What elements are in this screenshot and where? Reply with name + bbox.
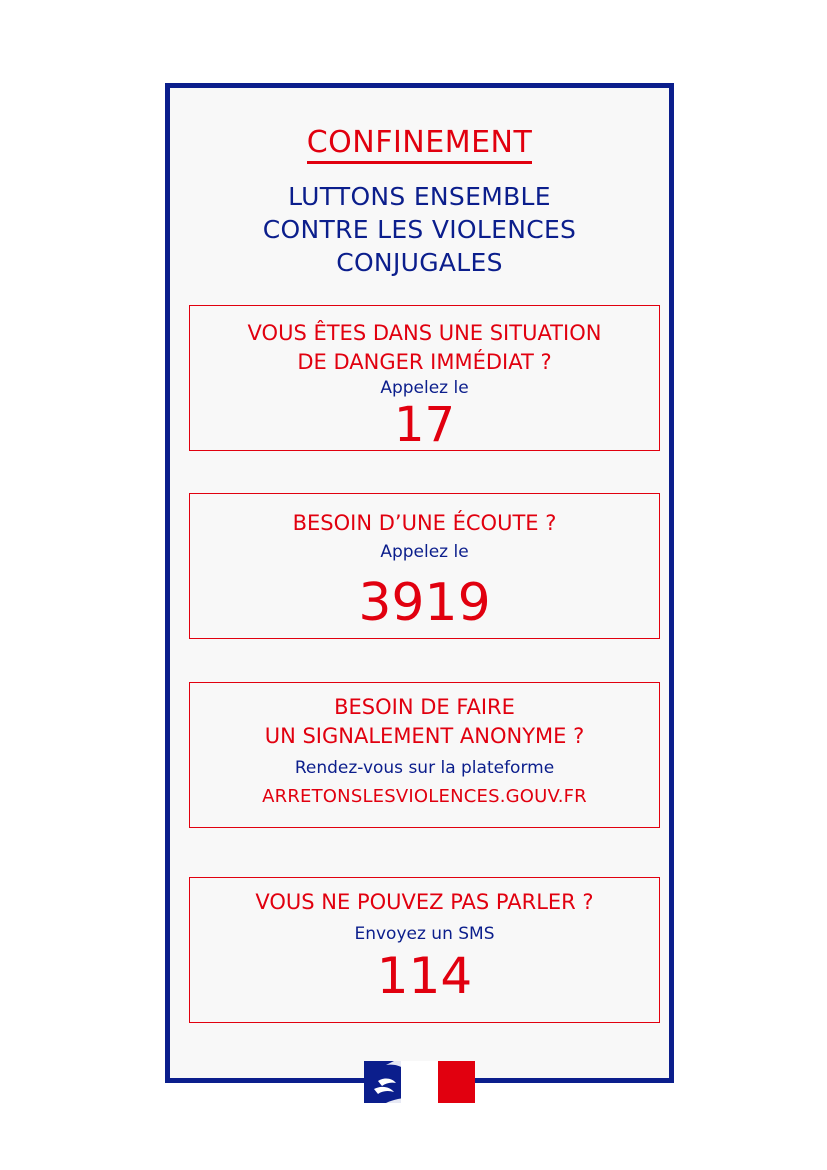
listening-heading: BESOIN D’UNE ÉCOUTE ? [292,511,557,535]
report-platform-link[interactable]: ARRETONSLESVIOLENCES.GOUV.FR [262,786,587,807]
listening-box [189,493,660,639]
poster-frame [165,83,674,1083]
sms-box [189,877,660,1023]
helpline-number: 3919 [358,573,491,633]
report-box [189,682,660,828]
police-number: 17 [393,397,456,453]
danger-instruction: Appelez le [380,378,469,398]
danger-box [189,305,660,451]
subtitle [170,180,669,279]
listening-instruction: Appelez le [380,542,469,562]
subtitle-line: CONTRE LES VIOLENCES [262,215,577,244]
page-title [170,126,669,164]
title-text: CONFINEMENT [307,126,533,164]
danger-heading-line: DE DANGER IMMÉDIAT ? [297,350,552,374]
sms-heading: VOUS NE POUVEZ PAS PARLER ? [255,890,594,914]
marianne-logo-icon [364,1061,475,1103]
danger-heading-line: VOUS ÊTES DANS UNE SITUATION [247,321,602,345]
report-instruction: Rendez-vous sur la plateforme [294,758,555,778]
subtitle-line: CONJUGALES [336,248,503,277]
report-heading-line: BESOIN DE FAIRE [334,695,515,719]
report-heading-line: UN SIGNALEMENT ANONYME ? [264,724,585,748]
subtitle-line: LUTTONS ENSEMBLE [288,182,551,211]
sms-instruction: Envoyez un SMS [354,924,495,944]
sms-number: 114 [376,947,473,1005]
